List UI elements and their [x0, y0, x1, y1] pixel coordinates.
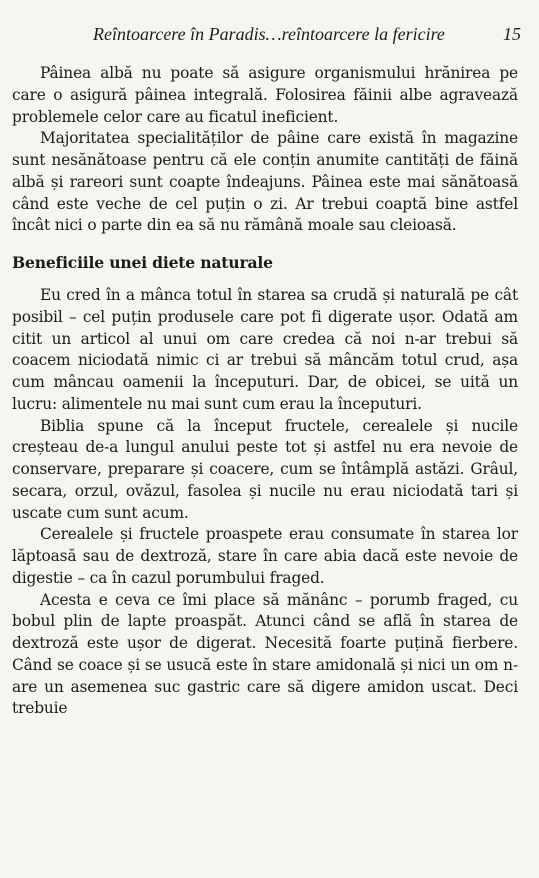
paragraph-white-bread: Pâinea albă nu poate să asigure organismului hrănirea pe care o asigură pâinea integrală. Folosirea făinii albe agravează problemele celor care au ficatul ineficient. — [12, 64, 518, 126]
page-body — [12, 63, 518, 720]
paragraph-bible: Biblia spune că la început fructele, cerealele și nucile creșteau de-a lungul anului peste tot și astfel nu era nevoie de conservare, preparare și coacere, cum se întâmplă astăzi. Grâul, secara, orzul, ovăzul, fasolea și nucile nu erau niciodată tari și uscate cum sunt acum. — [12, 416, 518, 522]
paragraph-raw-food: Eu cred în a mânca totul în starea sa crudă și naturală pe cât posibil – cel puțin produsele care pot fi digerate ușor. Odată am citit un articol al unui om care credea că noi n-ar trebui să coacem niciodată nimic ci ar trebui să mâncăm totul crud, așa cum mâncau oamenii la începuturi. Dar, de obicei, se uită un lucru: alimentele nu mai sunt cum erau la începuturi. — [12, 286, 518, 413]
page-number: 15 — [503, 24, 521, 44]
page-header — [0, 24, 539, 48]
paragraph-fresh-corn: Acesta e ceva ce îmi place să mănânc – porumb fraged, cu bobul plin de lapte proaspăt. Atunci când se află în starea de dextroză este ușor de digerat. Necesită foarte puțină fierbere. Când se coace și se usucă este în stare amidonală și nici un om n-are un asemenea suc gastric care să digere amidon uscat. Deci trebuie — [12, 590, 518, 718]
section-heading: Beneficiile unei diete naturale — [12, 253, 273, 272]
paragraph-bread-specialties: Majoritatea specialităților de pâine care există în magazine sunt nesănătoase pentru că ele conțin anumite cantități de făină albă și rareori sunt coapte îndeajuns. Pâinea este mai sănătoasă când este veche de cel puțin o zi. Ar trebui coaptă bine astfel încât nici o parte din ea să nu rămână moale sau cleioasă. — [12, 129, 518, 235]
paragraph-fresh-cereals: Cerealele și fructele proaspete erau consumate în starea lor lăptoasă sau de dextroză, stare în care abia dacă este nevoie de digestie – ca în cazul porumbului fraged. — [12, 525, 518, 587]
running-title: Reîntoarcere în Paradis…reîntoarcere la fericire — [93, 24, 445, 44]
